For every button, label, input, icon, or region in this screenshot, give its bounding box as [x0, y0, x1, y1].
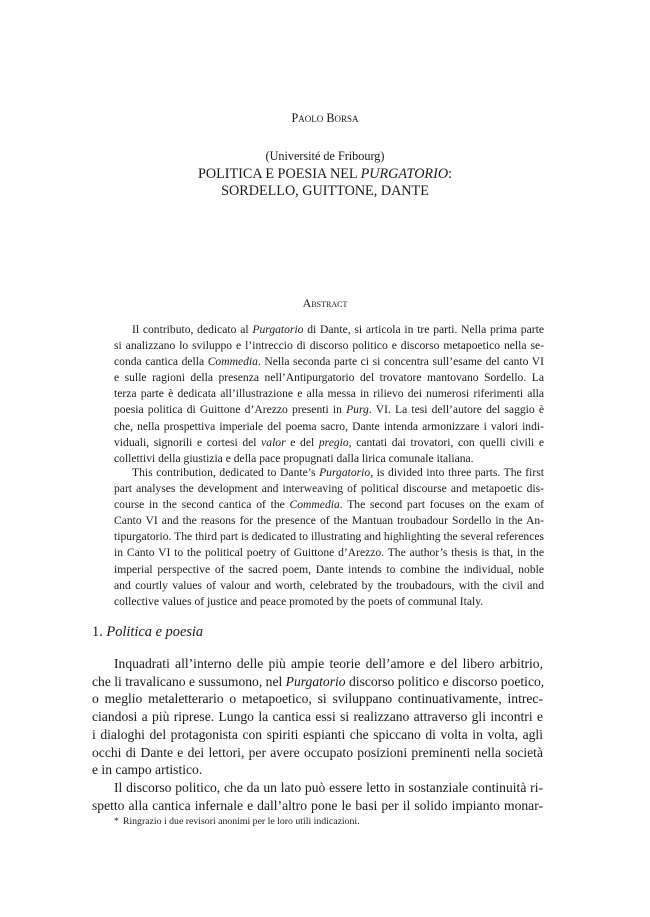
title-line-1: POLITICA E POESIA NEL PURGATORIO:	[197, 166, 453, 182]
abstract-line: collective values of justice and peace promoted by the poets of communal Italy.	[114, 594, 484, 608]
section-heading: 1. Politica e poesia	[92, 624, 204, 640]
author-affiliation: (Université de Fribourg)	[265, 149, 385, 163]
body-line: che li travalicano e sussumono, nel Purgatorio discorso politico e discorso poetico,	[92, 673, 545, 689]
footnote-text: Ringrazio i due revisori anonimi per le loro utili indicazioni.	[122, 816, 360, 827]
abstract-italian	[114, 322, 544, 467]
abstract-line: conda cantica della Commedia. Nella seconda parte ci si concentra sull’esame del canto VI	[114, 355, 545, 369]
body-text	[92, 655, 543, 814]
abstract-line: poesia politica di Guittone d’Arezzo presenti in Purg. VI. La tesi dell’autore del saggio è	[114, 403, 544, 417]
abstract-line: che, nella prospettiva imperiale del poema sacro, Dante intenda armonizzare i valori indi-	[114, 419, 544, 433]
footnote-mark: *	[114, 816, 119, 827]
abstract-heading: Abstract	[302, 296, 348, 310]
abstract-line: e sulle ragioni della presenza nell’Antipurgatorio del trovatore mantovano Sordello. La	[114, 371, 544, 385]
body-line: Inquadrati all’interno delle più ampie teorie dell’amore e del libero arbitrio,	[114, 656, 543, 671]
abstract-english	[114, 465, 544, 610]
abstract-line: part analyses the development and interweaving of political discourse and metapoetic dis-	[114, 482, 544, 496]
abstract-line: Il contributo, dedicato al Purgatorio di Dante, si articola in tre parti. Nella prima parte	[132, 323, 544, 336]
abstract-line: collettivi della giustizia e della pace propugnati dalla lirica comunale italiana.	[114, 451, 474, 465]
abstract-line: terza parte è dedicata all’illustrazione e alla messa in rilievo dei numerosi riferimenti alla	[114, 387, 544, 401]
abstract-line: imperial perspective of the sacred poem, Dante intends to combine the individual, noble	[114, 562, 544, 576]
body-line: e in campo artistico.	[92, 762, 203, 778]
abstract-line: tipurgatorio. The third part is dedicated to illustrating and highlighting the several references	[114, 530, 544, 544]
body-line: Il discorso politico, che da un lato può essere letto in sostanziale continuità ri-	[114, 779, 543, 795]
title-line-2: SORDELLO, GUITTONE, DANTE	[221, 183, 429, 199]
abstract-line: and courtly values of valour and worth, celebrated by the troubadours, with the civil and	[114, 578, 544, 592]
footnote	[114, 816, 360, 827]
abstract-line: Canto VI and the reasons for the presence of the Mantuan troubadour Sordello in the An-	[114, 514, 544, 528]
body-line: i dialoghi del protagonista con spiriti espianti che spiccano di volta in volta, agli	[92, 726, 543, 742]
author-name: Paolo Borsa	[291, 111, 359, 125]
abstract-line: si analizzano lo sviluppo e l’intreccio di discorso politico e discorso metapoetico nella se-	[114, 339, 544, 353]
abstract-line: viduali, signorili e cortesi del valor e del pregio, cantati dai trovatori, con quelli civili e	[114, 435, 544, 449]
body-line: o meglio metaletterario o metapoetico, si sviluppano continuativamente, intrec-	[92, 691, 543, 707]
body-line: occhi di Dante e dei lettori, per avere occupato posizioni preminenti nella società	[92, 744, 543, 760]
abstract-line: This contribution, dedicated to Dante’s Purgatorio, is divided into three parts. The first	[132, 466, 544, 479]
body-line: spetto alla cantica infernale e dall’altro pone le basi per il solido impianto monar-	[92, 797, 543, 813]
article-title	[0, 166, 650, 200]
abstract-line: in Canto VI to the political poetry of Guittone d’Arezzo. The author’s thesis is that, in the	[114, 546, 544, 560]
body-line: ciandosi a più riprese. Lungo la cantica essi si realizzano attraverso gli incontri e	[92, 709, 543, 725]
abstract-line: course in the second cantica of the Commedia. The second part focuses on the exam of	[114, 498, 544, 512]
